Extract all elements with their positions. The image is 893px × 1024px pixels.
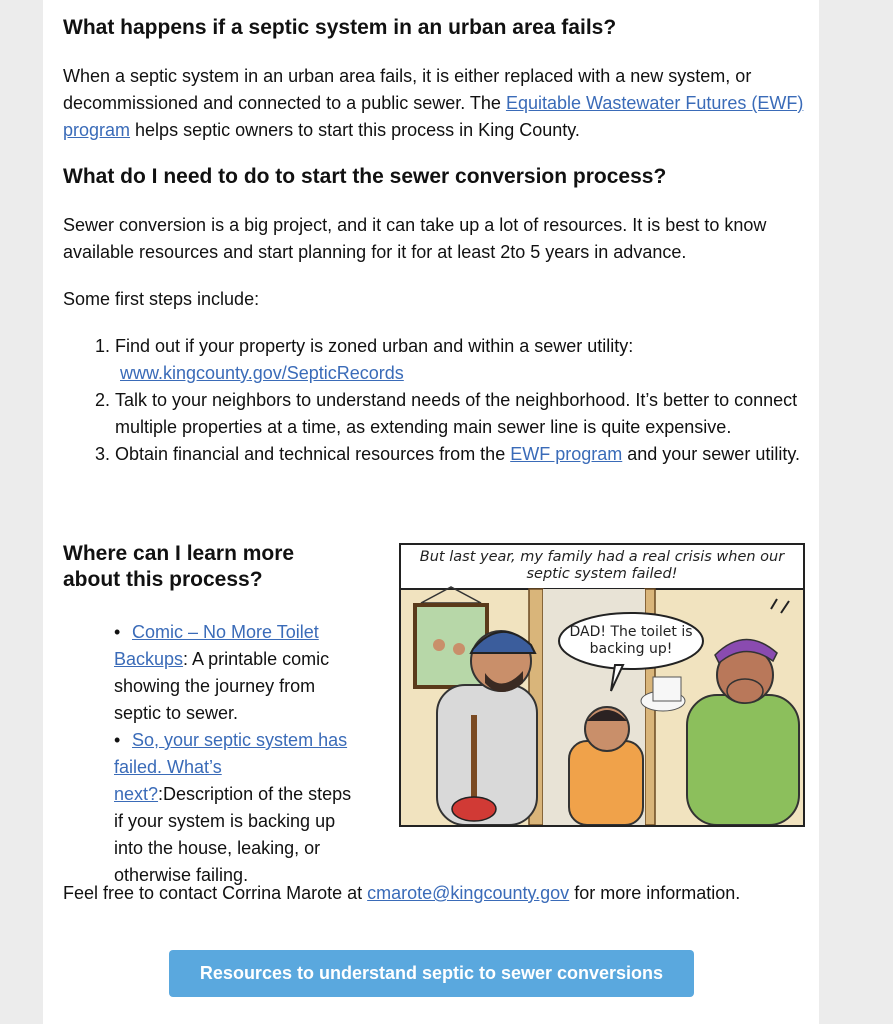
ewf-program-link[interactable]: Equitable Wastewater Futures (EWF) program <box>63 93 804 140</box>
learn-more-section <box>63 541 805 885</box>
first-steps-intro: Some first steps include: <box>63 289 260 309</box>
resource-narrow-block <box>114 727 354 889</box>
resource-description: :Description of the steps if your system is backing up into the house, leaking, or otherwise failing. <box>114 784 352 885</box>
heading-learn-more: Where can I learn more about this process? <box>63 542 295 591</box>
paragraph-text: helps septic owners to start this process in King County. <box>130 120 580 140</box>
comic-caption: But last year, my family had a real crisis when our septic system failed! <box>419 549 785 582</box>
paragraph-septic-fails <box>63 63 805 144</box>
septic-records-link[interactable]: www.kingcounty.gov/SepticRecords <box>120 363 404 383</box>
email-link[interactable]: cmarote@kingcounty.gov <box>367 883 570 903</box>
step-text: Talk to your neighbors to understand needs of the neighborhood. It’s better to connect multiple properties at a time, as extending main sewer line is quite expensive. <box>115 390 798 437</box>
resources-list <box>114 619 594 889</box>
comic-link[interactable]: Comic – No More Toilet Backups <box>114 622 319 669</box>
list-item <box>115 333 857 387</box>
step-text: Obtain financial and technical resources from the <box>115 444 511 464</box>
comic-speech-bubble: DAD! The toilet is backing up! <box>569 624 693 657</box>
contact-paragraph <box>63 880 805 907</box>
list-item <box>114 619 354 727</box>
step-text: Find out if your property is zoned urban and within a sewer utility: <box>115 336 634 356</box>
steps-list <box>63 333 857 468</box>
paragraph-text: When a septic system in an urban area fails, it is either replaced with a new system, or decommissioned and connected to a public sewer. The <box>63 66 752 113</box>
list-item <box>115 387 857 441</box>
resource-description: : A printable comic showing the journey from septic to sewer. <box>114 649 330 723</box>
list-item <box>114 727 594 889</box>
heading-septic-fails: What happens if a septic system in an urban area fails? <box>63 16 617 39</box>
list-item <box>115 441 857 468</box>
paragraph-conversion: Sewer conversion is a big project, and it can take up a lot of resources. It is best to know available resources and start planning for it for at least 2to 5 years in advance. <box>63 215 767 262</box>
contact-text: Feel free to contact Corrina Marote at <box>63 883 368 903</box>
email-body <box>43 0 819 1024</box>
contact-text: for more information. <box>569 883 741 903</box>
resources-cta-button[interactable]: Resources to understand septic to sewer conversions <box>169 950 694 997</box>
bullet-icon: • <box>114 622 121 642</box>
ewf-program-link-2[interactable]: EWF program <box>510 444 623 464</box>
bullet-icon: • <box>114 730 121 750</box>
step-text: and your sewer utility. <box>622 444 800 464</box>
heading-start-conversion: What do I need to do to start the sewer conversion process? <box>63 165 667 188</box>
septic-failed-link[interactable]: So, your septic system has failed. What’s next? <box>114 730 348 804</box>
